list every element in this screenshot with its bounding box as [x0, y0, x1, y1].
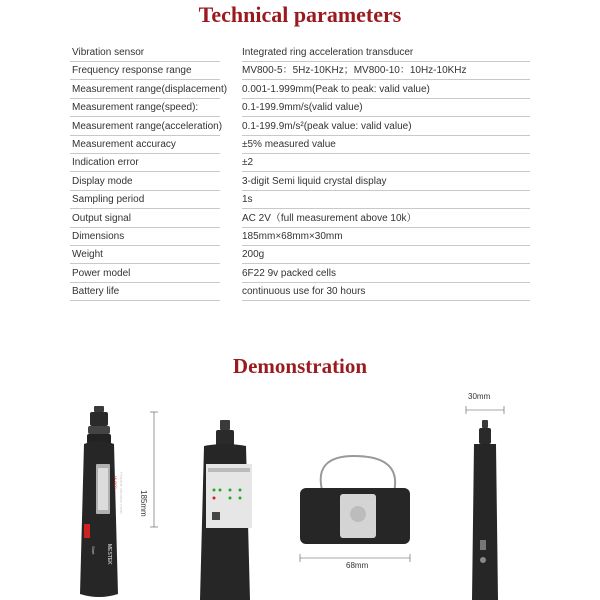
spec-label: Display mode: [70, 173, 220, 191]
spec-value: 185mm×68mm×30mm: [242, 228, 530, 246]
width-dimension-label: 68mm: [346, 561, 369, 570]
spec-row: [70, 118, 530, 136]
spec-row: [70, 246, 530, 264]
spec-label: Sampling period: [70, 191, 220, 209]
depth-dimension-label: 30mm: [468, 392, 491, 401]
spec-row: [70, 62, 530, 80]
spec-row: [70, 136, 530, 154]
length-dimension-label: 185mm: [139, 490, 148, 517]
spec-label: Frequency response range: [70, 62, 220, 80]
spec-row: [70, 173, 530, 191]
spec-value: 0.1-199.9mm/s(valid value): [242, 99, 530, 117]
spec-label: Dimensions: [70, 228, 220, 246]
device-model-text: MV800: [113, 476, 118, 489]
spec-label: Measurement range(displacement): [70, 81, 220, 99]
spec-row: [70, 210, 530, 228]
demonstration-heading: Demonstration: [232, 354, 368, 378]
spec-label: Weight: [70, 246, 220, 264]
spec-label: Power model: [70, 265, 220, 283]
spec-label: Measurement accuracy: [70, 136, 220, 154]
spec-row: [70, 191, 530, 209]
spec-row: [70, 283, 530, 301]
spec-row: [70, 44, 530, 62]
spec-row: [70, 99, 530, 117]
spec-label: Output signal: [70, 210, 220, 228]
spec-value: ±5% measured value: [242, 136, 530, 154]
spec-value: continuous use for 30 hours: [242, 283, 530, 301]
spec-value: 0.001-1.999mm(Peak to peak: valid value): [242, 81, 530, 99]
spec-value: 6F22 9v packed cells: [242, 265, 530, 283]
spec-row: [70, 228, 530, 246]
spec-value: MV800-5：5Hz-10KHz；MV800-10：10Hz-10KHz: [242, 62, 530, 80]
spec-value: 0.1-199.9m/s²(peak value: valid value): [242, 118, 530, 136]
power-button-label: Start: [91, 546, 96, 555]
device-name-text: Portable vibration meter: [119, 472, 124, 515]
spec-label: Battery life: [70, 283, 220, 301]
spec-value: 1s: [242, 191, 530, 209]
device-side-photo: [456, 400, 516, 600]
spec-row: [70, 265, 530, 283]
technical-parameters-heading: Technical parameters: [198, 2, 402, 27]
spec-value: ±2: [242, 154, 530, 172]
spec-row: [70, 154, 530, 172]
spec-value: AC 2V（full measurement above 10k）: [242, 210, 530, 228]
spec-table: [70, 44, 530, 301]
spec-value: 200g: [242, 246, 530, 264]
spec-label: Measurement range(speed):: [70, 99, 220, 117]
device-back-photo: [190, 420, 280, 600]
brand-logo-text: MESTEK: [106, 544, 112, 565]
spec-value: 3-digit Semi liquid crystal display: [242, 173, 530, 191]
spec-value: Integrated ring acceleration transducer: [242, 44, 530, 62]
spec-label: Measurement range(acceleration): [70, 118, 220, 136]
spec-label: Vibration sensor: [70, 44, 220, 62]
device-front-photo: [70, 404, 200, 600]
spec-row: [70, 81, 530, 99]
spec-label: Indication error: [70, 154, 220, 172]
